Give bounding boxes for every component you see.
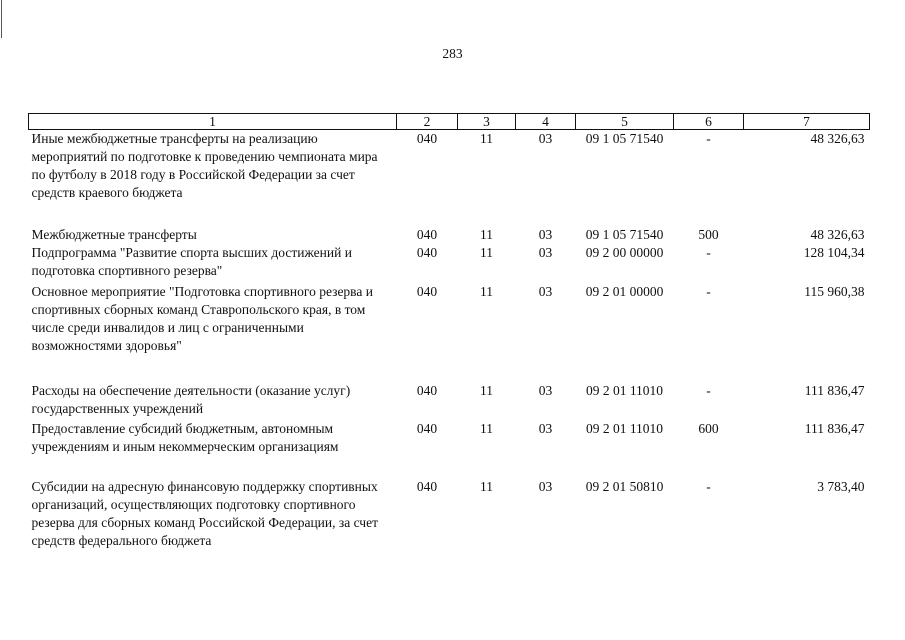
row-name: Подпрограмма "Развитие спорта высших достижений и подготовка спортивного резерва" bbox=[31, 245, 352, 278]
table-row bbox=[29, 130, 870, 227]
row-amount: 3 783,40 bbox=[817, 479, 865, 494]
row-subsection-code: 03 bbox=[538, 227, 553, 242]
row-amount: 111 836,47 bbox=[804, 383, 865, 398]
row-expense-type: - bbox=[706, 479, 711, 494]
row-target-code: 09 1 05 71540 bbox=[585, 227, 664, 242]
row-ministry-code: 040 bbox=[416, 383, 438, 398]
row-expense-type: 600 bbox=[698, 421, 719, 436]
row-expense-type: - bbox=[706, 383, 711, 398]
row-amount: 111 836,47 bbox=[804, 421, 865, 436]
page-number: 283 bbox=[442, 46, 463, 61]
row-subsection-code: 03 bbox=[538, 479, 553, 494]
header-col-7: 7 bbox=[744, 114, 870, 130]
budget-table bbox=[28, 113, 870, 554]
row-subsection-code: 03 bbox=[538, 383, 553, 398]
row-expense-type: - bbox=[706, 245, 711, 260]
table-row bbox=[29, 420, 870, 478]
table-row bbox=[29, 226, 870, 244]
row-amount: 115 960,38 bbox=[804, 284, 865, 299]
row-section-code: 11 bbox=[480, 245, 493, 260]
row-ministry-code: 040 bbox=[416, 245, 438, 260]
row-target-code: 09 2 01 11010 bbox=[585, 383, 664, 398]
row-target-code: 09 2 01 00000 bbox=[585, 284, 664, 299]
table-row bbox=[29, 478, 870, 554]
header-row bbox=[29, 114, 870, 130]
row-subsection-code: 03 bbox=[538, 284, 553, 299]
table-row bbox=[29, 244, 870, 283]
row-name: Предоставление субсидий бюджетным, автономным учреждениям и иным некоммерческим организациям bbox=[31, 421, 339, 454]
row-target-code: 09 2 01 50810 bbox=[585, 479, 664, 494]
row-expense-type: - bbox=[706, 131, 711, 146]
row-amount: 48 326,63 bbox=[810, 227, 865, 242]
row-expense-type: - bbox=[706, 284, 711, 299]
row-section-code: 11 bbox=[480, 383, 493, 398]
left-margin-rule bbox=[1, 0, 2, 38]
row-name: Межбюджетные трансферты bbox=[31, 227, 197, 242]
row-expense-type: 500 bbox=[698, 227, 719, 242]
row-subsection-code: 03 bbox=[538, 421, 553, 436]
row-section-code: 11 bbox=[480, 479, 493, 494]
row-subsection-code: 03 bbox=[538, 131, 553, 146]
row-section-code: 11 bbox=[480, 421, 493, 436]
header-col-2: 2 bbox=[397, 114, 458, 130]
row-subsection-code: 03 bbox=[538, 245, 553, 260]
header-col-3: 3 bbox=[458, 114, 516, 130]
table-row bbox=[29, 283, 870, 382]
row-target-code: 09 2 01 11010 bbox=[585, 421, 664, 436]
row-ministry-code: 040 bbox=[416, 421, 438, 436]
row-name: Субсидии на адресную финансовую поддержку спортивных организаций, осуществляющих подготовку спортивного резерва для сборных команд Российской Федерации, за счет средств федерального бюджета bbox=[31, 479, 378, 548]
row-section-code: 11 bbox=[480, 284, 493, 299]
row-ministry-code: 040 bbox=[416, 131, 438, 146]
header-col-6: 6 bbox=[674, 114, 744, 130]
row-ministry-code: 040 bbox=[416, 284, 438, 299]
row-amount: 128 104,34 bbox=[803, 245, 865, 260]
row-amount: 48 326,63 bbox=[810, 131, 865, 146]
header-col-5: 5 bbox=[576, 114, 674, 130]
row-ministry-code: 040 bbox=[416, 479, 438, 494]
row-target-code: 09 1 05 71540 bbox=[585, 131, 664, 146]
row-target-code: 09 2 00 00000 bbox=[585, 245, 664, 260]
row-section-code: 11 bbox=[480, 227, 493, 242]
table-row bbox=[29, 382, 870, 420]
row-name: Расходы на обеспечение деятельности (оказание услуг) государственных учреждений bbox=[31, 383, 351, 416]
header-col-1: 1 bbox=[29, 114, 397, 130]
row-section-code: 11 bbox=[480, 131, 493, 146]
header-col-4: 4 bbox=[516, 114, 576, 130]
row-name: Иные межбюджетные трансферты на реализацию мероприятий по подготовке к проведению чемпионата мира по футболу в 2018 году в Российской Федерации за счет средств краевого бюджета bbox=[31, 131, 378, 200]
row-name: Основное мероприятие "Подготовка спортивного резерва и спортивных сборных команд Ставропольского края, в том числе среди инвалидов и лиц с ограниченными возможностями здоровья" bbox=[31, 284, 373, 353]
row-ministry-code: 040 bbox=[416, 227, 438, 242]
